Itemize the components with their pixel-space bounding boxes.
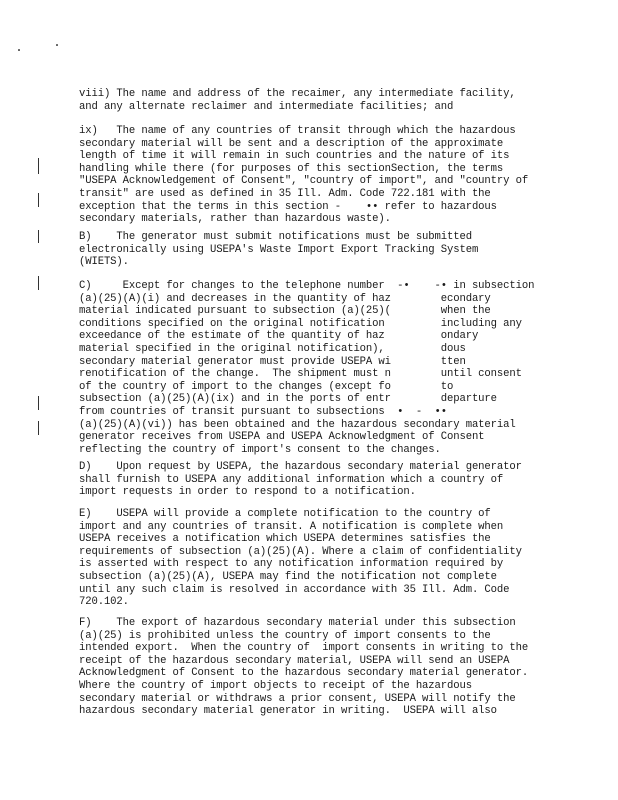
text-line: renotification of the change. The shipment must n until consent: [79, 368, 522, 381]
text-line: material specified in the original notification), dous: [79, 342, 466, 355]
text-line: "USEPA Acknowledgement of Consent", "country of import", and "country of: [79, 175, 529, 188]
revision-bar: [38, 230, 39, 243]
text-line: ix) The name of any countries of transit through which the hazardous: [79, 125, 516, 137]
text-line: intended export. When the country of import consents in writing to the: [79, 642, 529, 655]
text-line: handling while there (for purposes of this sectionSection, the terms: [79, 162, 504, 175]
paragraph-ix: [79, 125, 529, 226]
text-line: D) Upon request by USEPA, the hazardous secondary material generator: [79, 461, 522, 473]
text-line: shall furnish to USEPA any additional information which a country of: [79, 473, 504, 486]
paragraph-C: [79, 280, 535, 456]
text-line: transit" are used as defined in 35 Ill. Adm. Code 722.181 with the: [79, 187, 491, 200]
text-line: subsection (a)(25)(A), USEPA may find the notification not complete: [79, 570, 497, 583]
text-line: subsection (a)(25)(A)(ix) and in the ports of entr departure: [79, 393, 497, 406]
text-line: Where the country of import objects to receipt of the hazardous: [79, 679, 472, 692]
text-line: C) Except for changes to the telephone number -• -• in subsection: [79, 280, 535, 292]
text-line: import requests in order to respond to a notification.: [79, 486, 416, 499]
text-line: reflecting the country of import's consent to the changes.: [79, 443, 441, 456]
text-line: 720.102.: [79, 596, 129, 609]
text-line: receipt of the hazardous secondary material, USEPA will send an USEPA: [79, 654, 510, 667]
paragraph-F: [79, 617, 529, 718]
paragraph-E: [79, 508, 522, 609]
text-line: exceedance of the estimate of the quantity of haz ondary: [79, 330, 479, 343]
text-line: until any such claim is resolved in accordance with 35 Ill. Adm. Code: [79, 583, 510, 596]
text-line: generator receives from USEPA and USEPA Acknowledgment of Consent: [79, 431, 485, 444]
text-line: secondary material or withdraws a prior consent, USEPA will notify the: [79, 692, 516, 705]
text-line: import and any countries of transit. A notification is complete when: [79, 520, 504, 533]
text-line: secondary material generator must provide USEPA wi tten: [79, 355, 466, 368]
paragraph-viii: [79, 88, 519, 113]
text-line: secondary materials, rather than hazardous waste).: [79, 213, 391, 226]
text-line: conditions specified on the original notification including any: [79, 317, 522, 330]
text-line: Acknowledgment of Consent to the hazardous secondary material generator.: [79, 667, 529, 680]
paragraph-D: [79, 461, 522, 499]
scan-speck: [56, 44, 58, 46]
text-line: (a)(25)(A)(i) and decreases in the quantity of haz econdary: [79, 292, 491, 305]
text-line: exception that the terms in this section - •• refer to hazardous: [79, 200, 497, 213]
text-line: F) The export of hazardous secondary material under this subsection: [79, 617, 516, 629]
text-line: (WIETS).: [79, 256, 129, 269]
revision-bar: [38, 158, 39, 174]
revision-bar: [38, 421, 39, 435]
paragraph-B: [79, 231, 519, 269]
text-line: material indicated pursuant to subsection (a)(25)( when the: [79, 305, 491, 318]
text-line: secondary material will be sent and a description of the approximate: [79, 137, 504, 150]
text-line: viii) The name and address of the recaimer, any intermediate facility,: [79, 88, 516, 100]
text-line: of the country of import to the changes (except fo to: [79, 380, 454, 393]
text-line: and any alternate reclaimer and intermediate facilities; and: [79, 100, 454, 113]
text-line: electronically using USEPA's Waste Import Export Tracking System: [79, 243, 479, 256]
text-line: length of time it will remain in such countries and the nature of its: [79, 150, 510, 163]
text-line: E) USEPA will provide a complete notification to the country of: [79, 508, 491, 520]
text-line: B) The generator must submit notifications must be submitted: [79, 231, 472, 243]
text-line: (a)(25)(A)(vi)) has been obtained and the hazardous secondary material: [79, 418, 516, 431]
text-line: is asserted with respect to any notification information required by: [79, 558, 504, 571]
text-line: hazardous secondary material generator in writing. USEPA will also: [79, 705, 497, 718]
text-line: USEPA receives a notification which USEPA determines satisfies the: [79, 533, 491, 546]
revision-bar: [38, 276, 39, 290]
text-line: requirements of subsection (a)(25)(A). Where a claim of confidentiality: [79, 545, 522, 558]
revision-bar: [38, 396, 39, 410]
text-line: (a)(25) is prohibited unless the country of import consents to the: [79, 629, 491, 642]
revision-bar: [38, 193, 39, 207]
scan-speck: [18, 49, 20, 51]
text-line: from countries of transit pursuant to subsections • - ••: [79, 405, 448, 418]
